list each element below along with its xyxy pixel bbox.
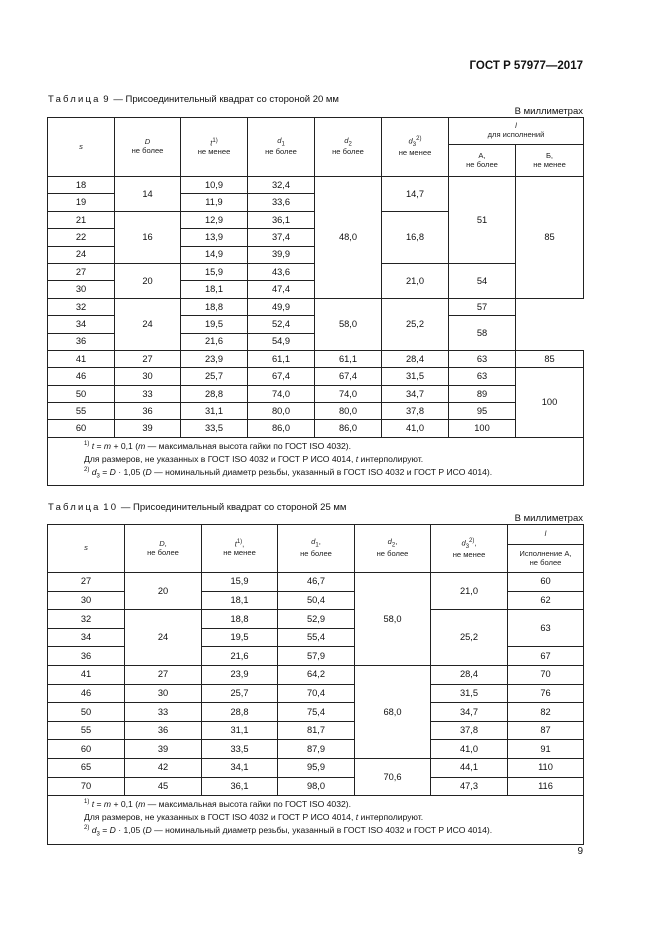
table-row bbox=[48, 298, 584, 315]
cell-d1: 49,9 bbox=[248, 298, 315, 315]
cell-d3: 25,2 bbox=[382, 298, 449, 350]
cell-d2: 68,0 bbox=[355, 665, 431, 758]
cell-d3: 44,1 bbox=[431, 758, 508, 777]
footnote-1: $^{1)}$ t = m + 0,1 (m — максимальная высота гайки по ГОСТ ISO 4032). bbox=[84, 799, 352, 810]
table-row bbox=[48, 350, 584, 367]
cell-d2: 48,0 bbox=[315, 177, 382, 299]
table9-caption: Таблица 9 — Присоединительный квадрат со стороной 20 мм bbox=[48, 94, 339, 105]
cell-t: 13,9 bbox=[181, 229, 248, 246]
cell-s: 36 bbox=[48, 333, 115, 350]
cell-d1: 98,0 bbox=[278, 777, 355, 796]
cell-lA: 100 bbox=[449, 420, 516, 437]
cell-s: 27 bbox=[48, 573, 125, 592]
table10-units: В миллиметрах bbox=[514, 513, 583, 524]
t9-header-l: l для исполнений bbox=[449, 118, 584, 145]
cell-lA: 82 bbox=[508, 703, 584, 722]
cell-lA: 116 bbox=[508, 777, 584, 796]
cell-D: 39 bbox=[125, 740, 202, 759]
t10-header-s: s bbox=[48, 525, 125, 573]
table9-footnotes bbox=[48, 437, 584, 486]
table9-notes-row bbox=[48, 437, 584, 486]
cell-d3: 31,5 bbox=[431, 684, 508, 703]
cell-d1: 95,9 bbox=[278, 758, 355, 777]
cell-t: 21,6 bbox=[202, 647, 278, 666]
cell-t: 12,9 bbox=[181, 211, 248, 228]
cell-t: 18,1 bbox=[181, 281, 248, 298]
cell-t: 11,9 bbox=[181, 194, 248, 211]
cell-s: 60 bbox=[48, 420, 115, 437]
cell-s: 55 bbox=[48, 403, 115, 420]
cell-d3: 34,7 bbox=[431, 703, 508, 722]
cell-t: 31,1 bbox=[181, 403, 248, 420]
cell-d3: 21,0 bbox=[382, 263, 449, 298]
cell-s: 50 bbox=[48, 385, 115, 402]
cell-d1: 86,0 bbox=[248, 420, 315, 437]
table-row bbox=[48, 758, 584, 777]
cell-d1: 33,6 bbox=[248, 194, 315, 211]
cell-D: 42 bbox=[125, 758, 202, 777]
cell-s: 41 bbox=[48, 350, 115, 367]
table-row bbox=[48, 573, 584, 592]
t10-header-D: D, не более bbox=[125, 525, 202, 573]
table-row bbox=[48, 777, 584, 796]
cell-lA: 110 bbox=[508, 758, 584, 777]
cell-lA: 87 bbox=[508, 721, 584, 740]
cell-lA: 89 bbox=[449, 385, 516, 402]
cell-t: 25,7 bbox=[181, 368, 248, 385]
cell-t: 33,5 bbox=[202, 740, 278, 759]
cell-s: 55 bbox=[48, 721, 125, 740]
cell-D: 27 bbox=[125, 665, 202, 684]
cell-D: 20 bbox=[115, 263, 181, 298]
cell-d1: 52,9 bbox=[278, 610, 355, 629]
cell-lA: 51 bbox=[449, 177, 516, 264]
cell-d3: 16,8 bbox=[382, 211, 449, 263]
cell-s: 18 bbox=[48, 177, 115, 194]
table-row bbox=[48, 403, 584, 420]
cell-d3: 37,8 bbox=[382, 403, 449, 420]
cell-t: 33,5 bbox=[181, 420, 248, 437]
cell-d1: 50,4 bbox=[278, 591, 355, 610]
cell-lA: 62 bbox=[508, 591, 584, 610]
cell-d1: 39,9 bbox=[248, 246, 315, 263]
cell-lA: 67 bbox=[508, 647, 584, 666]
cell-d1: 43,6 bbox=[248, 263, 315, 280]
cell-t: 31,1 bbox=[202, 721, 278, 740]
table10-caption: Таблица 10 — Присоединительный квадрат со стороной 25 мм bbox=[48, 502, 347, 513]
cell-lB: 85 bbox=[516, 350, 584, 367]
cell-s: 70 bbox=[48, 777, 125, 796]
cell-D: 24 bbox=[115, 298, 181, 350]
cell-d3: 25,2 bbox=[431, 610, 508, 666]
cell-s: 34 bbox=[48, 316, 115, 333]
cell-lA: 76 bbox=[508, 684, 584, 703]
cell-D: 45 bbox=[125, 777, 202, 796]
cell-t: 15,9 bbox=[202, 573, 278, 592]
cell-s: 36 bbox=[48, 647, 125, 666]
cell-t: 18,8 bbox=[202, 610, 278, 629]
cell-d2: 86,0 bbox=[315, 420, 382, 437]
t10-header-d3: $d_3^{2)}$, не менее bbox=[431, 525, 508, 573]
table10-notes-row bbox=[48, 796, 584, 845]
cell-lA: 54 bbox=[449, 263, 516, 298]
footnote-1-line2: Для размеров, не указанных в ГОСТ ISO 4032 и ГОСТ Р ИСО 4014, t интерполируют. bbox=[84, 812, 424, 823]
t9-header-t: $t^{1)}$ не менее bbox=[181, 118, 248, 177]
table-row bbox=[48, 703, 584, 722]
t10-header-lA: Исполнение А, не более bbox=[508, 545, 584, 573]
table-row bbox=[48, 740, 584, 759]
cell-s: 19 bbox=[48, 194, 115, 211]
t10-header-d1: $d_1$, не более bbox=[278, 525, 355, 573]
cell-d1: 32,4 bbox=[248, 177, 315, 194]
cell-d1: 81,7 bbox=[278, 721, 355, 740]
cell-d1: 80,0 bbox=[248, 403, 315, 420]
cell-d1: 37,4 bbox=[248, 229, 315, 246]
document-code: ГОСТ Р 57977—2017 bbox=[469, 60, 583, 72]
t10-header-d2: $d_2$, не более bbox=[355, 525, 431, 573]
cell-s: 41 bbox=[48, 665, 125, 684]
cell-s: 21 bbox=[48, 211, 115, 228]
cell-d2: 61,1 bbox=[315, 350, 382, 367]
cell-s: 22 bbox=[48, 229, 115, 246]
cell-d1: 54,9 bbox=[248, 333, 315, 350]
cell-t: 15,9 bbox=[181, 263, 248, 280]
t9-header-lA: А, не более bbox=[449, 145, 516, 177]
cell-d3: 37,8 bbox=[431, 721, 508, 740]
cell-d1: 64,2 bbox=[278, 665, 355, 684]
cell-t: 18,1 bbox=[202, 591, 278, 610]
cell-lA: 58 bbox=[449, 316, 516, 351]
cell-s: 60 bbox=[48, 740, 125, 759]
cell-d2: 70,6 bbox=[355, 758, 431, 795]
cell-d3: 34,7 bbox=[382, 385, 449, 402]
cell-lA: 60 bbox=[508, 573, 584, 592]
table-row bbox=[48, 684, 584, 703]
footnote-2: $^{2)}$ $d_3 = D \cdot 1,05$ (D — номинальный диаметр резьбы, указанный в ГОСТ ISO 4032 и ГОСТ Р ИСО 4014). bbox=[84, 466, 493, 480]
cell-D: 36 bbox=[115, 403, 181, 420]
cell-t: 36,1 bbox=[202, 777, 278, 796]
cell-t: 21,6 bbox=[181, 333, 248, 350]
cell-s: 30 bbox=[48, 281, 115, 298]
cell-d1: 75,4 bbox=[278, 703, 355, 722]
cell-t: 19,5 bbox=[202, 628, 278, 647]
cell-s: 50 bbox=[48, 703, 125, 722]
table10 bbox=[47, 524, 584, 845]
cell-d1: 55,4 bbox=[278, 628, 355, 647]
cell-lB: 85 bbox=[516, 177, 584, 299]
cell-s: 32 bbox=[48, 610, 125, 629]
table-row bbox=[48, 721, 584, 740]
footnote-1-line2: Для размеров, не указанных в ГОСТ ISO 4032 и ГОСТ Р ИСО 4014, t интерполируют. bbox=[84, 453, 424, 464]
cell-d3: 28,4 bbox=[382, 350, 449, 367]
cell-d1: 46,7 bbox=[278, 573, 355, 592]
table10-footnotes bbox=[48, 796, 584, 845]
table-row bbox=[48, 665, 584, 684]
cell-d3: 21,0 bbox=[431, 573, 508, 610]
cell-t: 14,9 bbox=[181, 246, 248, 263]
cell-d3: 47,3 bbox=[431, 777, 508, 796]
cell-D: 33 bbox=[125, 703, 202, 722]
cell-s: 30 bbox=[48, 591, 125, 610]
cell-t: 19,5 bbox=[181, 316, 248, 333]
t9-header-d1: $d_1$ не более bbox=[248, 118, 315, 177]
cell-t: 28,8 bbox=[202, 703, 278, 722]
cell-lB: 100 bbox=[516, 368, 584, 438]
table-row bbox=[48, 610, 584, 629]
cell-lA: 57 bbox=[449, 298, 516, 315]
cell-lA: 95 bbox=[449, 403, 516, 420]
cell-s: 46 bbox=[48, 368, 115, 385]
cell-t: 23,9 bbox=[181, 350, 248, 367]
t9-header-d2: $d_2$ не более bbox=[315, 118, 382, 177]
cell-d1: 36,1 bbox=[248, 211, 315, 228]
cell-d2: 80,0 bbox=[315, 403, 382, 420]
table-row bbox=[48, 385, 584, 402]
table-row bbox=[48, 177, 584, 194]
cell-D: 24 bbox=[125, 610, 202, 666]
cell-d2: 67,4 bbox=[315, 368, 382, 385]
cell-lA: 63 bbox=[508, 610, 584, 647]
cell-D: 30 bbox=[125, 684, 202, 703]
cell-D: 27 bbox=[115, 350, 181, 367]
cell-d3: 31,5 bbox=[382, 368, 449, 385]
cell-D: 36 bbox=[125, 721, 202, 740]
cell-s: 34 bbox=[48, 628, 125, 647]
table-row bbox=[48, 420, 584, 437]
cell-d2: 58,0 bbox=[355, 573, 431, 666]
cell-s: 46 bbox=[48, 684, 125, 703]
cell-d1: 70,4 bbox=[278, 684, 355, 703]
t9-header-lB: Б, не менее bbox=[516, 145, 584, 177]
t9-header-s: s bbox=[48, 118, 115, 177]
cell-D: 30 bbox=[115, 368, 181, 385]
cell-d3: 28,4 bbox=[431, 665, 508, 684]
cell-s: 32 bbox=[48, 298, 115, 315]
footnote-2: $^{2)}$ $d_3 = D \cdot 1,05$ (D — номинальный диаметр резьбы, указанный в ГОСТ ISO 4032 и ГОСТ Р ИСО 4014). bbox=[84, 824, 493, 838]
cell-t: 34,1 bbox=[202, 758, 278, 777]
table9-units: В миллиметрах bbox=[514, 106, 583, 117]
cell-d3: 41,0 bbox=[431, 740, 508, 759]
cell-D: 16 bbox=[115, 211, 181, 263]
table9 bbox=[47, 117, 584, 486]
cell-s: 24 bbox=[48, 246, 115, 263]
cell-s: 65 bbox=[48, 758, 125, 777]
cell-t: 25,7 bbox=[202, 684, 278, 703]
cell-d3: 14,7 bbox=[382, 177, 449, 212]
cell-d1: 67,4 bbox=[248, 368, 315, 385]
cell-t: 23,9 bbox=[202, 665, 278, 684]
table-row bbox=[48, 368, 584, 385]
cell-lA: 91 bbox=[508, 740, 584, 759]
t10-header-t: $t^{1)}$, не менее bbox=[202, 525, 278, 573]
cell-d1: 74,0 bbox=[248, 385, 315, 402]
cell-lA: 70 bbox=[508, 665, 584, 684]
cell-d1: 61,1 bbox=[248, 350, 315, 367]
cell-d2: 74,0 bbox=[315, 385, 382, 402]
cell-d3: 41,0 bbox=[382, 420, 449, 437]
cell-lA: 63 bbox=[449, 368, 516, 385]
cell-d1: 52,4 bbox=[248, 316, 315, 333]
cell-t: 28,8 bbox=[181, 385, 248, 402]
cell-D: 20 bbox=[125, 573, 202, 610]
cell-D: 33 bbox=[115, 385, 181, 402]
t9-header-D: D не более bbox=[115, 118, 181, 177]
cell-t: 18,8 bbox=[181, 298, 248, 315]
t9-header-d3: $d_3^{2)}$ не менее bbox=[382, 118, 449, 177]
page-number: 9 bbox=[577, 846, 583, 857]
cell-d1: 87,9 bbox=[278, 740, 355, 759]
cell-D: 39 bbox=[115, 420, 181, 437]
cell-t: 10,9 bbox=[181, 177, 248, 194]
cell-lA: 63 bbox=[449, 350, 516, 367]
footnote-1: $^{1)}$ t = m + 0,1 (m — максимальная высота гайки по ГОСТ ISO 4032). bbox=[84, 440, 352, 451]
cell-d1: 47,4 bbox=[248, 281, 315, 298]
cell-s: 27 bbox=[48, 263, 115, 280]
cell-d2: 58,0 bbox=[315, 298, 382, 350]
cell-d1: 57,9 bbox=[278, 647, 355, 666]
cell-D: 14 bbox=[115, 177, 181, 212]
t10-header-l: l bbox=[508, 525, 584, 545]
